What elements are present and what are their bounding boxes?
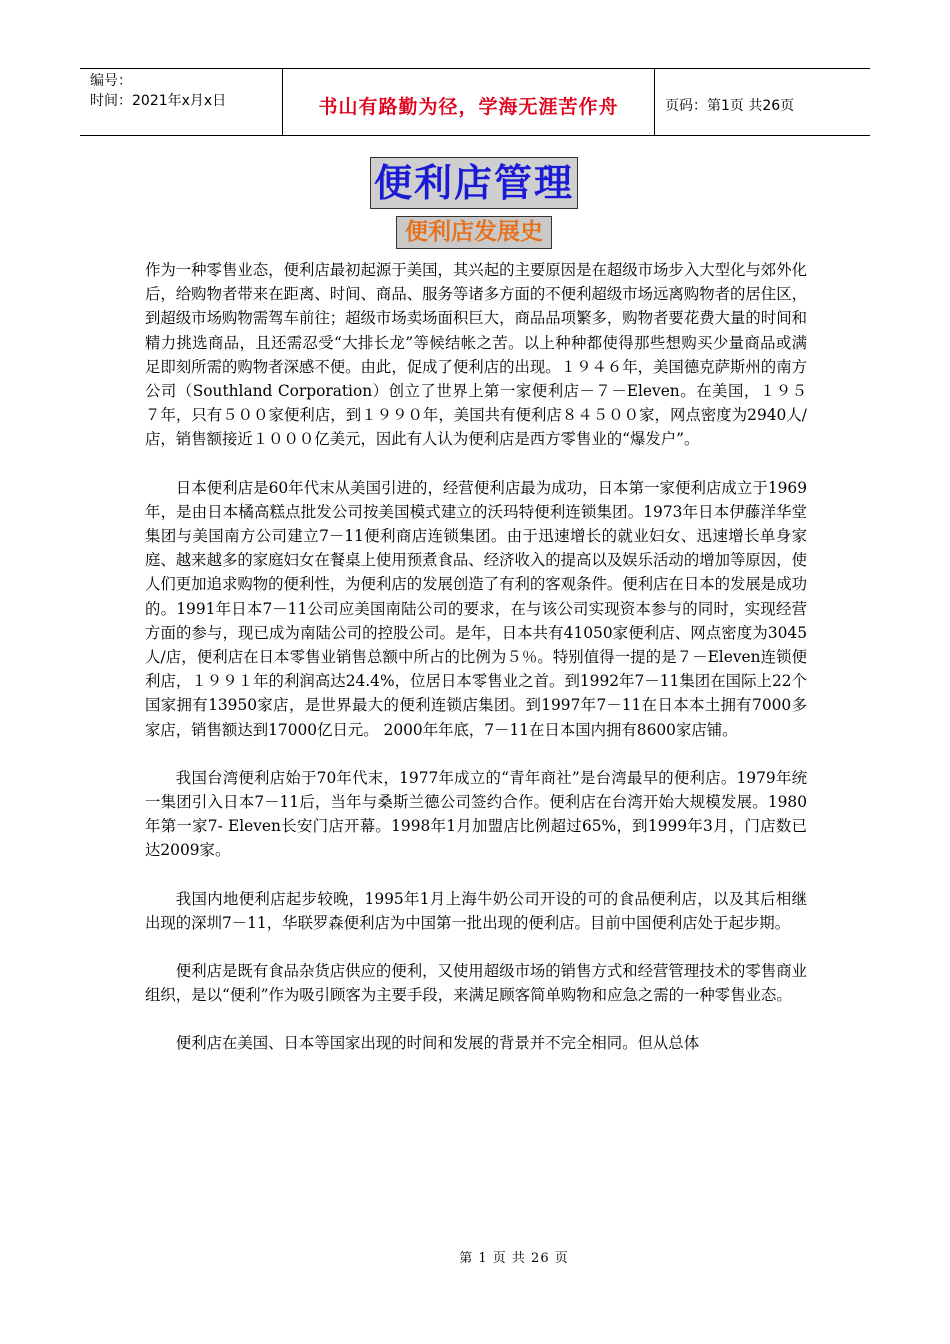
paragraph-4: 我国内地便利店起步较晚，1995年1月上海牛奶公司开设的可的食品便利店，以及其后相继出现的深圳7－11，华联罗森便利店为中国第一批出现的便利店。目前中国便利店处于起步期。	[145, 889, 807, 932]
document-title: 便利店管理	[370, 157, 578, 209]
paragraph-6: 便利店在美国、日本等国家出现的时间和发展的背景并不完全相同。但从总体	[175, 1034, 700, 1053]
page-header	[80, 68, 870, 136]
paragraph-1: 作为一种零售业态，便利店最初起源于美国，其兴起的主要原因是在超级市场步入大型化与郊外化后，给购物者带来在距离、时间、商品、服务等诸多方面的不便利超级市场远离购物者的居住区，到超级市场购物需驾车前往；超级市场卖场面积巨大，商品品项繁多，购物者要花费大量的时间和精力挑选商品，且还需忍受“大排长龙”等候结帐之苦。以上种种都使得那些想购买少量商品或满足即刻所需的购物者深感不便。由此，促成了便利店的出现。１９４６年，美国德克萨斯州的南方公司（Southland Corporation）创立了世界上第一家便利店－７－Eleven。在美国，１９５７年，只有５００家便利店，到１９９０年，美国共有便利店８４５００家，网点密度为2940人/店，销售额接近１０００亿美元，因此有人认为便利店是西方零售业的“爆发户”。	[145, 261, 807, 449]
header-motto: 书山有路勤为径，学海无涯苦作舟	[283, 69, 655, 135]
document-body	[145, 258, 807, 1056]
paragraph-2: 日本便利店是60年代末从美国引进的，经营便利店最为成功，日本第一家便利店成立于1969年，是由日本橘高糕点批发公司按美国模式建立的沃玛特便利连锁集团。1973年日本伊藤洋华堂集团与美国南方公司建立7－11便利商店连锁集团。由于迅速增长的就业妇女、迅速增长单身家庭、越来越多的家庭妇女在餐桌上使用预煮食品、经济收入的提高以及娱乐活动的增加等原因，使人们更加追求购物的便利性，为便利店的发展创造了有利的客观条件。便利店在日本的发展是成功的。1991年日本7－11公司应美国南陆公司的要求，在与该公司实现资本参与的同时，实现经营方面的参与，现已成为南陆公司的控股公司。是年，日本共有41050家便利店、网点密度为3045人/店，便利店在日本零售业销售总额中所占的比例为５％。特别值得一提的是７－Eleven连锁便利店，１９９１年的利润高达24.4%，位居日本零售业之首。到1992年7－11集团在国际上22个国家拥有13950家店，是世界最大的便利连锁店集团。到1997年7－11在日本本土拥有7000多家店，销售额达到17000亿日元。 2000年年底，7－11在日本国内拥有8600家店铺。	[145, 478, 807, 739]
section-title: 便利店发展史	[396, 216, 552, 249]
paragraph-3: 我国台湾便利店始于70年代末，1977年成立的“青年商社”是台湾最早的便利店。1979年统一集团引入日本7－11后，当年与桑斯兰德公司签约合作。便利店在台湾开始大规模发展。1980年第一家7- Eleven长安门店开幕。1998年1月加盟店比例超过65%，到1999年3月，门店数已达2009家。	[145, 768, 807, 860]
header-page-info: 页码：第1页 共26页	[665, 98, 795, 114]
page-footer: 第 1 页 共 26 页	[459, 1251, 569, 1266]
paragraph-5: 便利店是既有食品杂货店供应的便利，又使用超级市场的销售方式和经营管理技术的零售商业组织，是以“便利”作为吸引顾客为主要手段，来满足顾客简单购物和应急之需的一种零售业态。	[145, 962, 807, 1005]
header-meta	[80, 69, 283, 135]
number-label: 编号：	[90, 73, 132, 89]
time-label: 时间：2021年x月x日	[90, 93, 227, 109]
